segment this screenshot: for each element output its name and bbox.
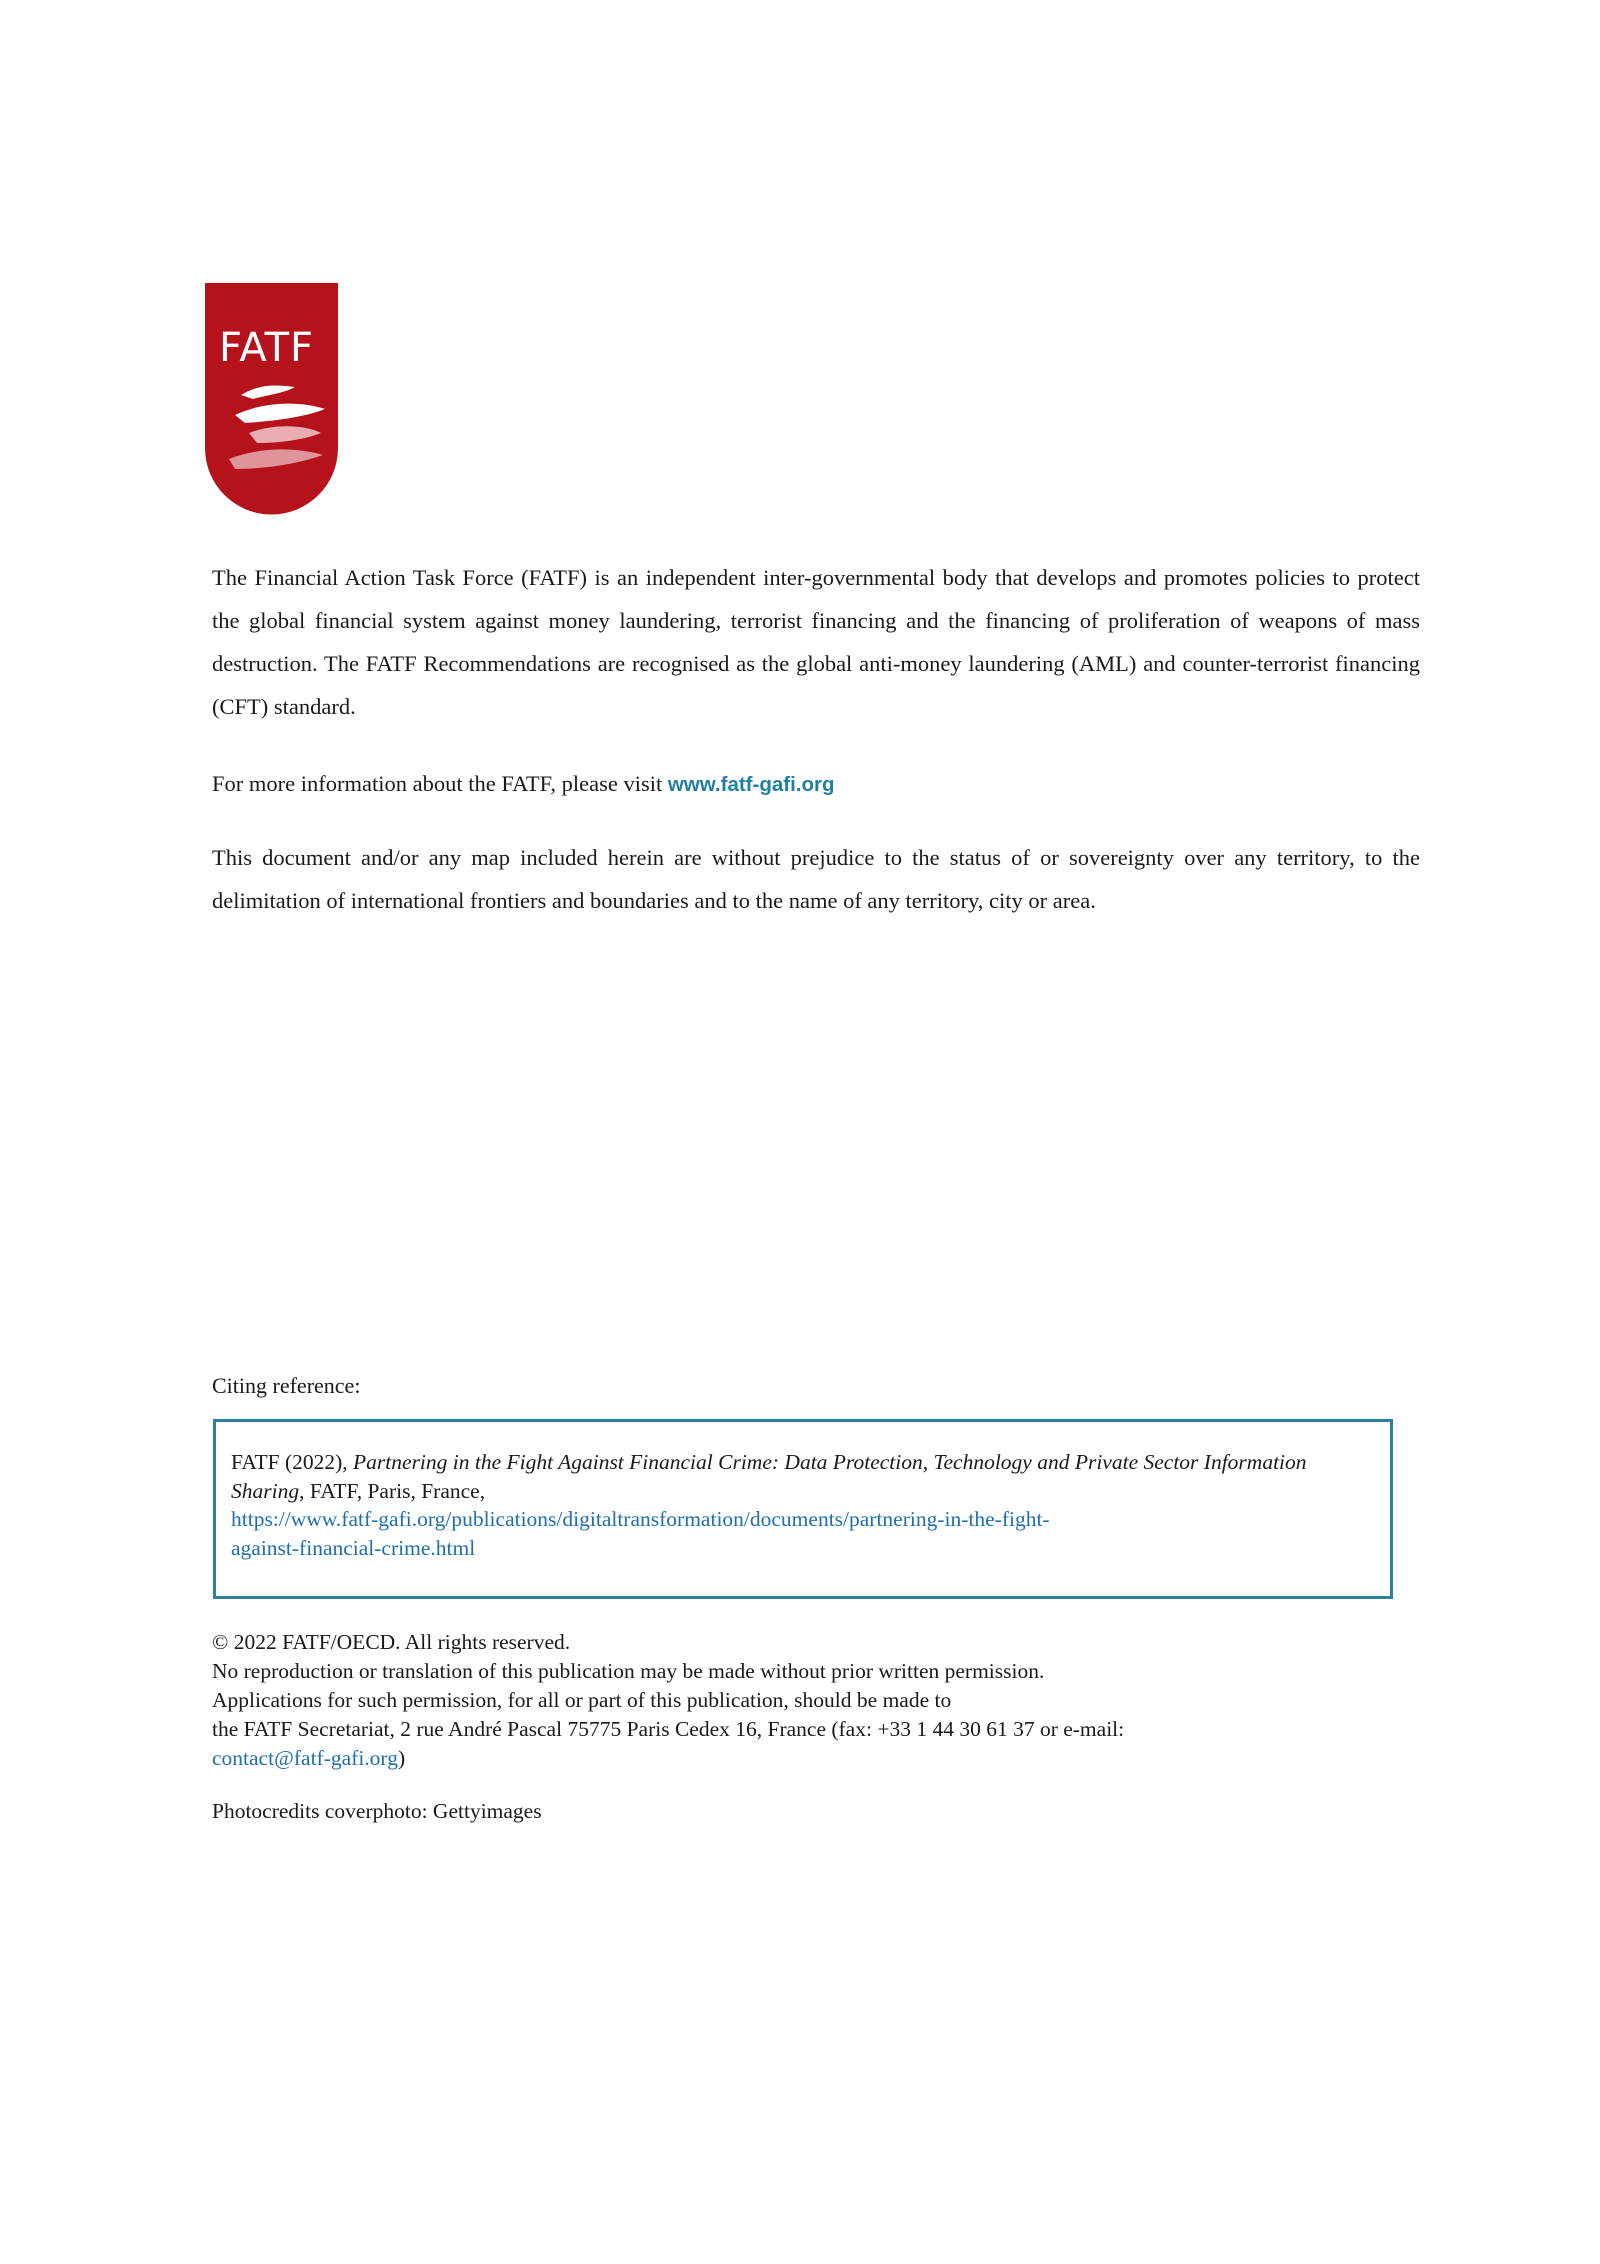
secretariat-address: the FATF Secretariat, 2 rue André Pascal 75775 Paris Cedex 16, France (fax: +33 1 44 30 61 37 or e-mail:	[212, 1717, 1125, 1741]
disclaimer-paragraph: This document and/or any map included herein are without prejudice to the status of or sovereignty over any territory, to the delimitation of international frontiers and boundaries and to the name of any territory, city or area.	[212, 845, 1420, 913]
photo-credits: Photocredits coverphoto: Gettyimages	[212, 1799, 542, 1823]
logo-text: FATF	[219, 325, 315, 371]
citation-url-line2: against-financial-crime.html	[231, 1535, 476, 1560]
citation-prefix: FATF (2022),	[231, 1450, 354, 1474]
reproduction-notice: No reproduction or translation of this publication may be made without prior written permission.	[212, 1659, 1045, 1683]
copyright-block	[212, 1628, 1432, 1773]
citation-title: Partnering in the Fight Against Financial Crime: Data Protection, Technology and Private Sector Information Sharing,	[231, 1450, 1307, 1503]
citation-box	[213, 1419, 1393, 1599]
more-info-paragraph	[212, 762, 1420, 806]
fatf-website-link[interactable]: www.fatf-gafi.org	[667, 773, 835, 796]
intro-paragraph: The Financial Action Task Force (FATF) is an independent inter-governmental body that develops and promotes policies to protect the global financial system against money laundering, terrorist financing and the financing of proliferation of weapons of mass destruction. The FATF Recommendations are recognised as the global anti-money laundering (AML) and counter-terrorist financing (CFT) standard.	[212, 565, 1420, 719]
copyright-line: © 2022 FATF/OECD. All rights reserved.	[212, 1630, 571, 1654]
more-info-prefix: For more information about the FATF, please visit	[212, 771, 668, 796]
email-line	[212, 1744, 1432, 1773]
fatf-shield-icon	[205, 283, 338, 515]
citing-reference-label: Citing reference:	[212, 1373, 361, 1398]
citation-url-line1: https://www.fatf-gafi.org/publications/digitaltransformation/documents/partnering-in-the-fight-	[231, 1507, 1050, 1531]
contact-email-link[interactable]: contact@fatf-gafi.org	[212, 1746, 398, 1770]
citation-suffix: FATF, Paris, France,	[304, 1478, 486, 1503]
fatf-logo	[205, 283, 338, 515]
permission-notice: Applications for such permission, for all or part of this publication, should be made to	[212, 1688, 952, 1712]
citation-url-link[interactable]	[231, 1507, 1050, 1560]
email-line-suffix: )	[397, 1746, 406, 1770]
citation-text	[231, 1448, 1361, 1562]
